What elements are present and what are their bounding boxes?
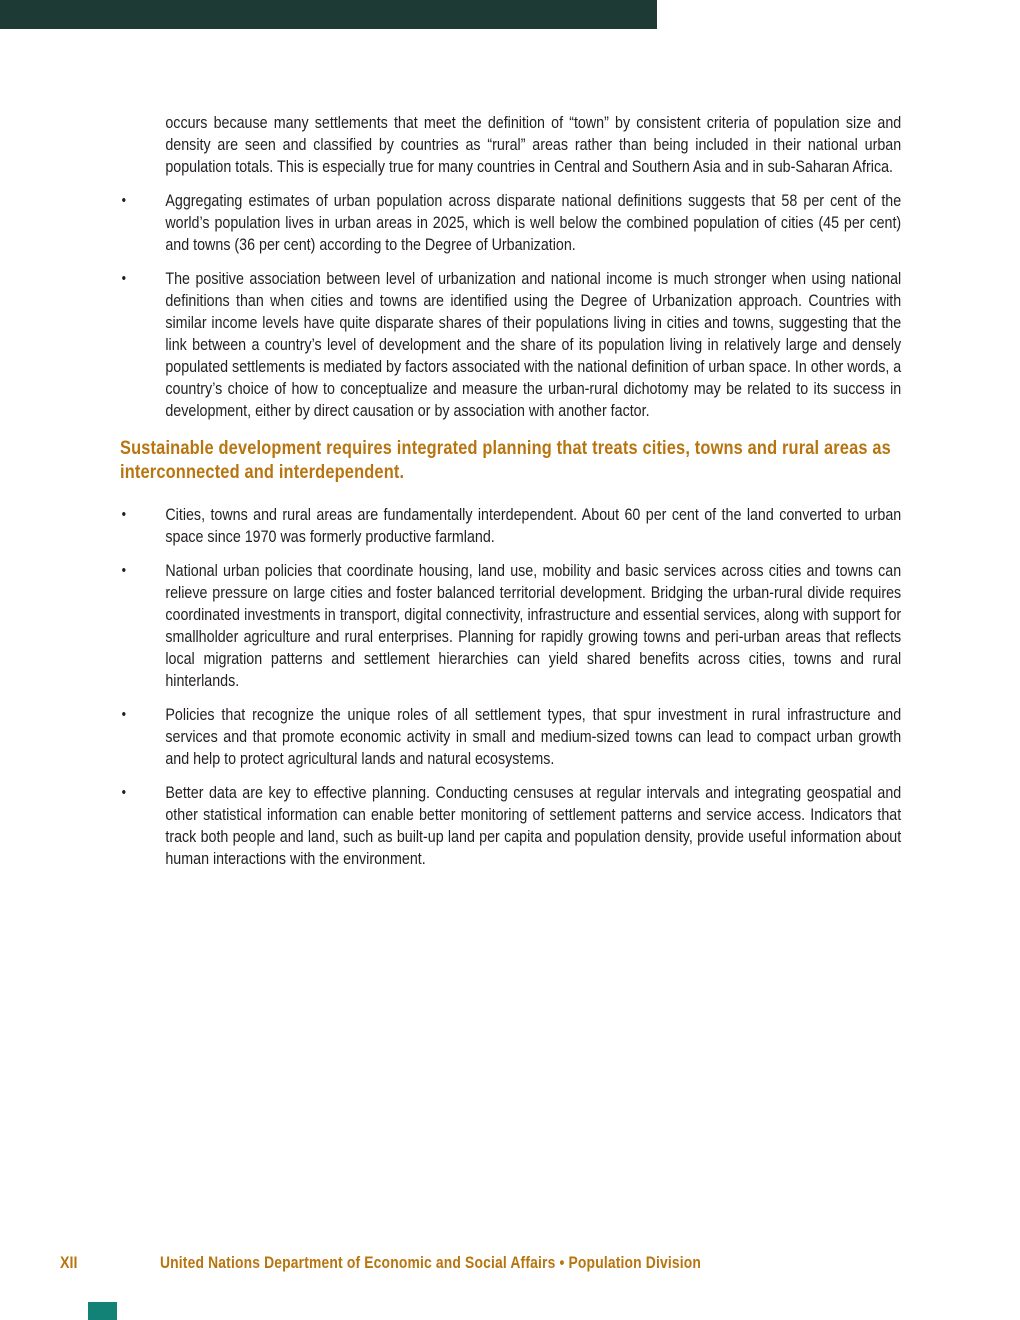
bullet-text: Better data are key to effective planning. Conducting censuses at regular intervals and integrating geospatial and other statistical information can enable better monitoring of settlement patterns and service access. Indicators that track both people and land, such as built-up land per capita and population density, provide useful information about human interactions with the environment.: [165, 783, 902, 868]
intro-paragraph: occurs because many settlements that meet the definition of “town” by consistent criteria of population size and density are seen and classified by countries as “rural” areas rather than being included in their national urban population totals. This is especially true for many countries in Central and Southern Asia and in sub-Saharan Africa.: [165, 113, 902, 176]
bullet-text: The positive association between level of urbanization and national income is much stronger when using national definitions than when cities and towns are identified using the Degree of Urbanization approach. Countries with similar income levels have quite disparate shares of their populations living in cities and towns, suggesting that the link between a country’s level of development and the share of its population living in relatively large and densely populated settlements is mediated by factors associated with the national definition of urban space. In other words, a country’s choice of how to conceptualize and measure the urban-rural dichotomy may be related to its success in development, either by direct causation or by association with another factor.: [165, 269, 902, 420]
bullet-icon: •: [121, 506, 127, 523]
bullet-item: [120, 782, 901, 870]
bullet-icon: •: [121, 562, 127, 579]
bullet-text: National urban policies that coordinate housing, land use, mobility and basic services across cities and towns can relieve pressure on large cities and foster balanced territorial development. Bridging the urban-rural divide requires coordinated investments in transport, digital connectivity, infrastructure and essential services, along with support for smallholder agriculture and rural enterprises. Planning for rapidly growing towns and peri-urban areas that reflects local migration patterns and settlement hierarchies can yield shared benefits across cities, towns and rural hinterlands.: [165, 561, 902, 690]
page-number: XII: [60, 1253, 78, 1272]
bullet-icon: •: [121, 784, 127, 801]
footer-text: United Nations Department of Economic and Social Affairs • Population Division: [159, 1254, 702, 1272]
bullet-icon: •: [121, 192, 127, 209]
section-heading: Sustainable development requires integrated planning that treats cities, towns and rural areas as interconnected and interdependent.: [120, 437, 891, 483]
bullet-item: [120, 560, 901, 692]
bullet-item: [120, 190, 901, 256]
bullet-item: [120, 504, 901, 548]
footer-accent-tab: [88, 1302, 117, 1320]
page-content: [120, 112, 901, 882]
page-footer: [60, 1253, 866, 1273]
bullet-item: [120, 704, 901, 770]
bullet-icon: •: [121, 270, 127, 287]
bullet-text: Cities, towns and rural areas are fundamentally interdependent. About 60 per cent of the land converted to urban space since 1970 was formerly productive farmland.: [165, 505, 902, 546]
header-accent-bar: [0, 0, 657, 29]
bullet-item: [120, 268, 901, 422]
bullet-icon: •: [121, 706, 127, 723]
bullet-text: Policies that recognize the unique roles of all settlement types, that spur investment in rural infrastructure and services and that promote economic activity in small and medium-sized towns can lead to compact urban growth and help to protect agricultural lands and natural ecosystems.: [165, 705, 902, 768]
bullet-text: Aggregating estimates of urban population across disparate national definitions suggests that 58 per cent of the world’s population lives in urban areas in 2025, which is well below the combined population of cities (45 per cent) and towns (36 per cent) according to the Degree of Urbanization.: [165, 191, 902, 254]
